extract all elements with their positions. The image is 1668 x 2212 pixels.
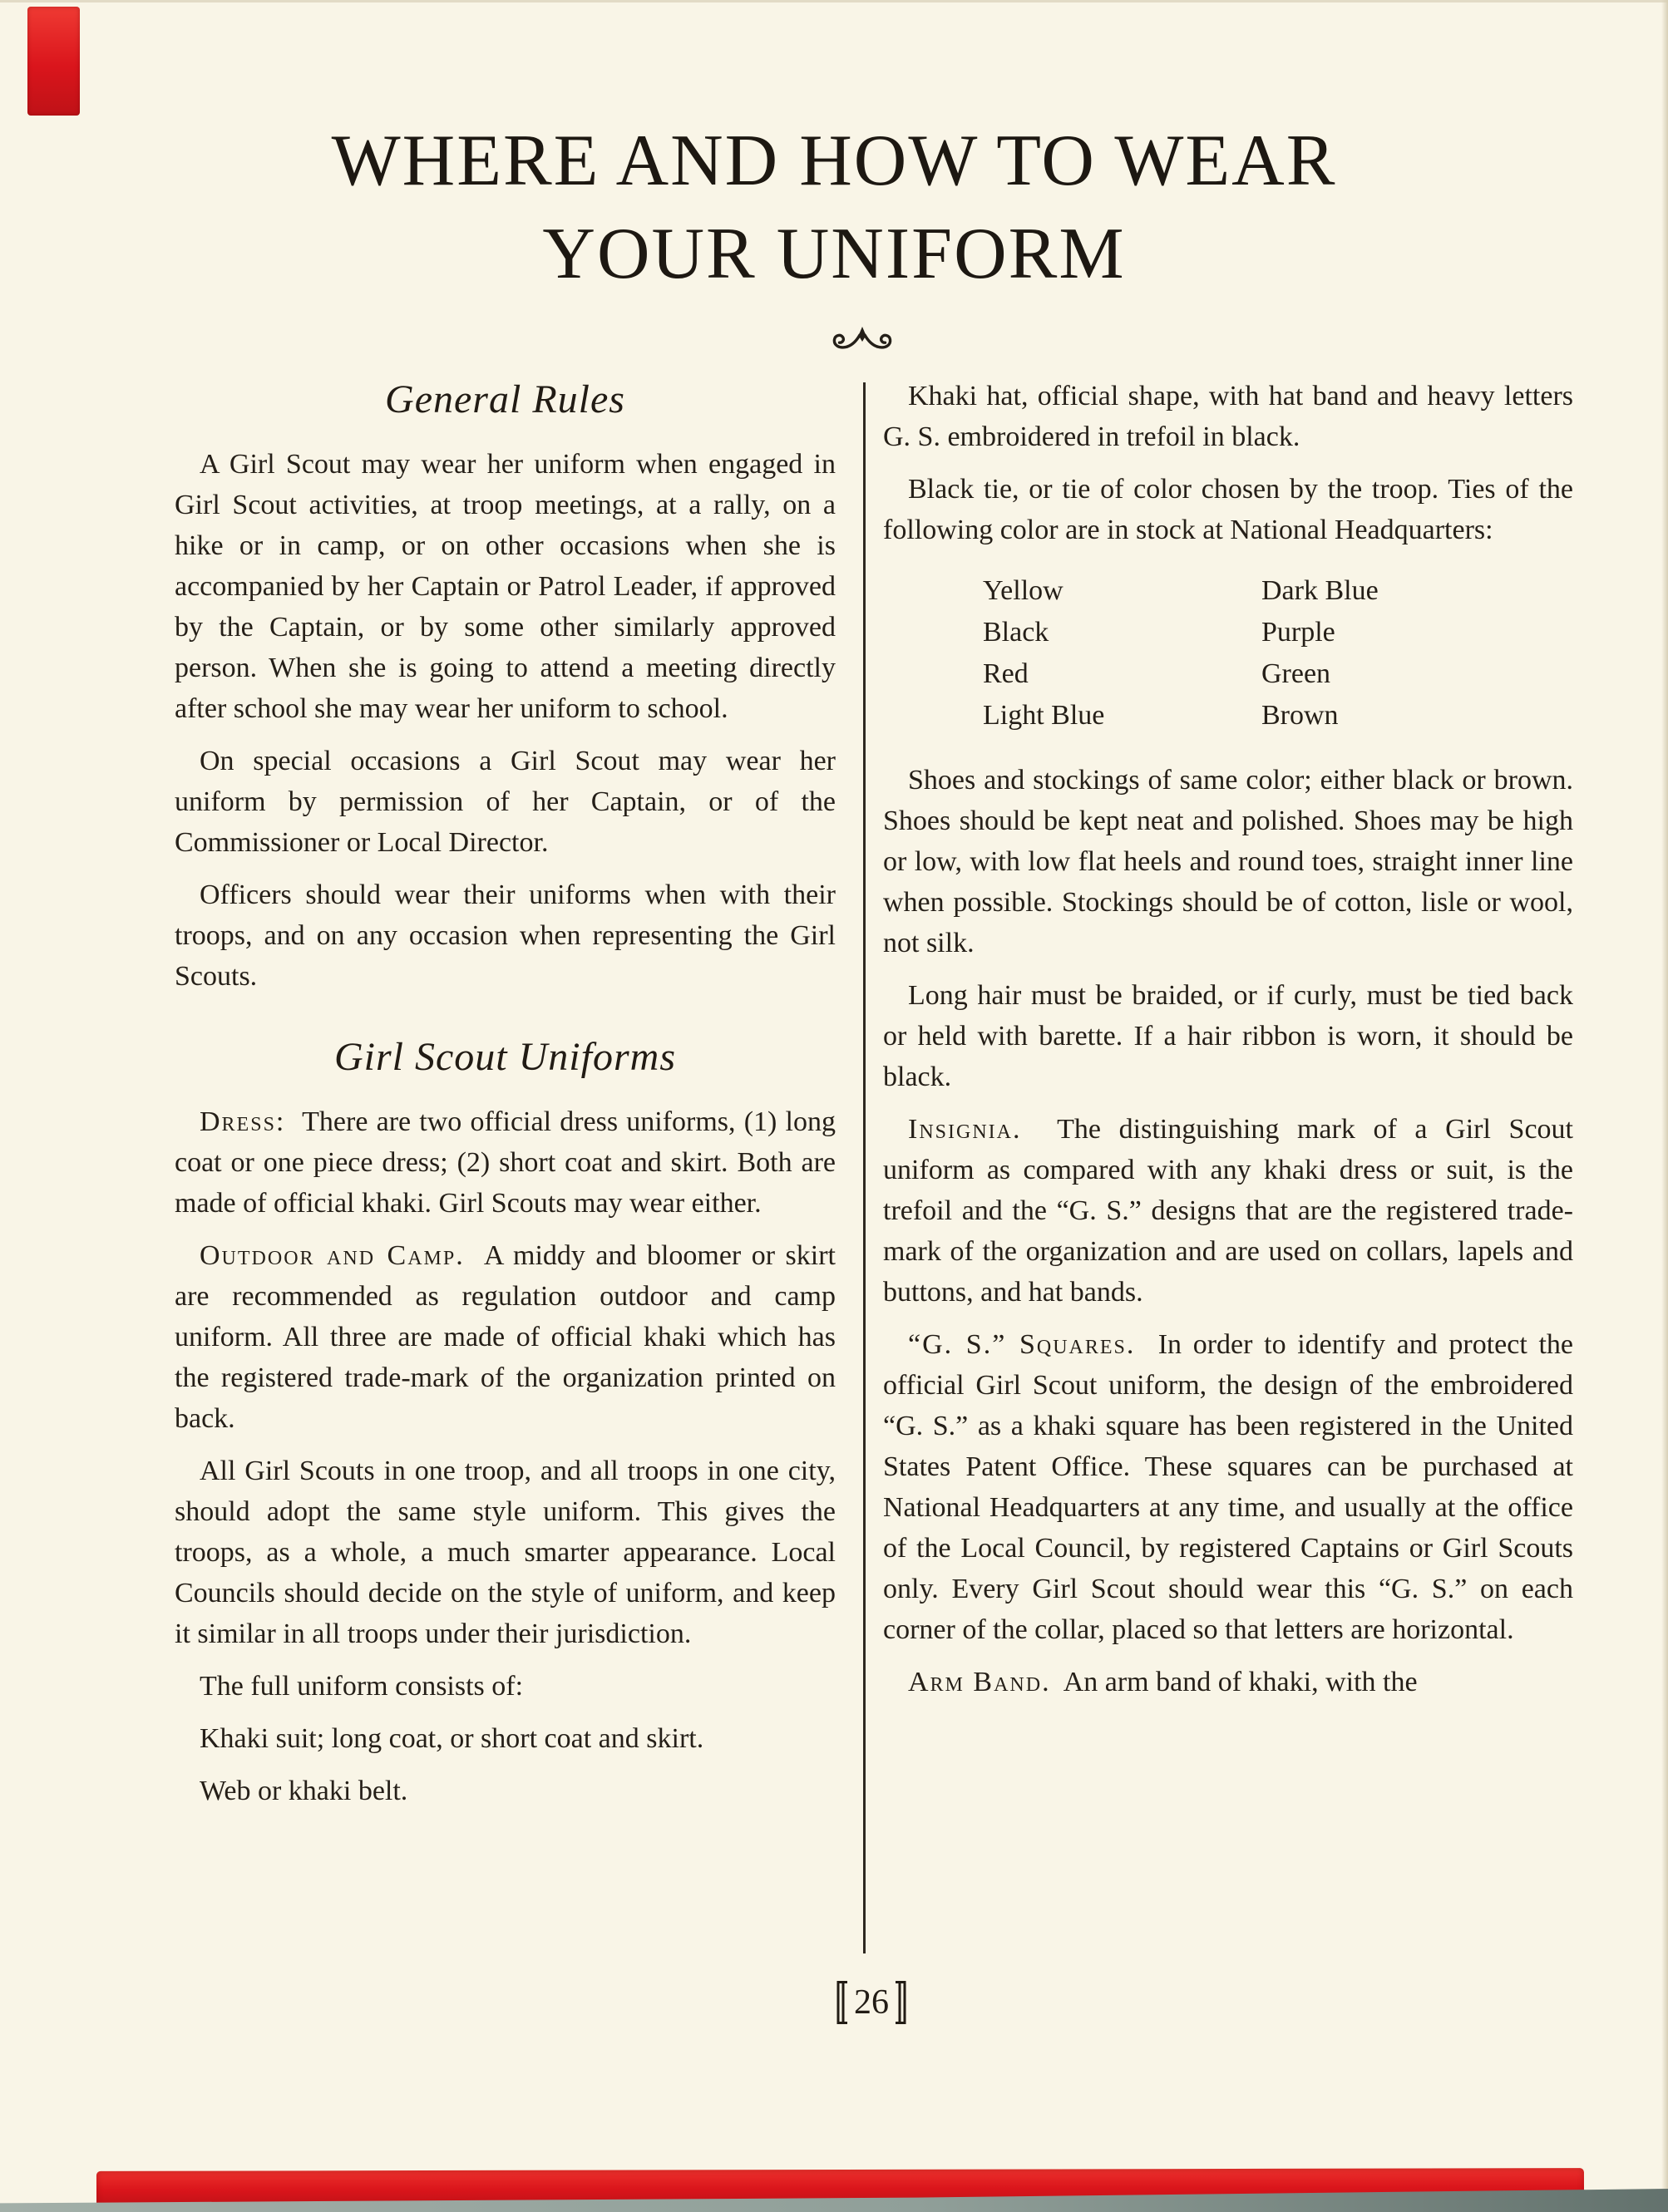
tie-color: Purple xyxy=(1261,617,1335,648)
paragraph-outdoor-and-camp xyxy=(175,1235,836,1439)
paragraph-text: There are two official dress uniforms, (1) long coat or one piece dress; (2) short coat and skirt. Both are made of official khaki. Girl Scouts may wear either. xyxy=(175,1106,836,1219)
paragraph-text: In order to identify and protect the official Girl Scout uniform, the design of the embroidered “G. S.” as a khaki square has been registered in the United States Patent Office. These squares can be purchased at National Headquarters at any time, and usually at the office of the Local Council, by registered Captains or Girl Scouts only. Every Girl Scout should wear this “G. S.” on each corner of the collar, placed so that letters are horizontal. xyxy=(883,1329,1573,1645)
tie-color-list-col2 xyxy=(1261,570,1379,737)
paragraph: Black tie, or tie of color chosen by the troop. Ties of the following color are in stock at National Headquarters: xyxy=(883,474,1573,545)
paragraph-text: A middy and bloomer or skirt are recommended as regulation outdoor and camp uniform. All three are made of official khaki which has the registered trade-mark of the organization printed on back. xyxy=(175,1240,836,1434)
paragraph: Long hair must be braided, or if curly, must be tied back or held with barette. If a hair ribbon is worn, it should be black. xyxy=(883,980,1573,1092)
page-title-line1: WHERE AND HOW TO WEAR xyxy=(331,121,1337,201)
right-column xyxy=(883,376,1573,1714)
paragraph-gs-squares xyxy=(883,1324,1573,1650)
page-right-edge xyxy=(1661,0,1668,2212)
page-number: 26 xyxy=(854,1983,889,2022)
paragraph: Khaki hat, official shape, with hat band and heavy letters G. S. embroidered in trefoil in black. xyxy=(883,381,1573,452)
lead-in-arm-band: Arm Band. xyxy=(908,1667,1051,1697)
tie-color-list xyxy=(983,570,1573,737)
page-top-edge xyxy=(0,0,1668,2)
tie-color: Brown xyxy=(1261,700,1339,731)
tie-color: Dark Blue xyxy=(1261,575,1379,606)
page-title xyxy=(0,115,1668,301)
paragraph-text: An arm band of khaki, with the xyxy=(1063,1667,1418,1697)
uniform-list-item: Web or khaki belt. xyxy=(200,1776,408,1806)
lead-in-insignia: Insignia. xyxy=(908,1114,1022,1145)
tie-color: Light Blue xyxy=(983,700,1105,731)
divider-ornament-icon xyxy=(830,324,895,357)
paragraph-insignia xyxy=(883,1109,1573,1313)
paragraph-dress xyxy=(175,1101,836,1224)
uniform-list-intro: The full uniform consists of: xyxy=(200,1671,524,1702)
folio-bracket-left-icon xyxy=(836,1980,849,2025)
paragraph-text: The distinguishing mark of a Girl Scout uniform as compared with any khaki dress or suit, is the trefoil and the “G. S.” designs that are the registered trade-mark of the organization and are used on collars, lapels and buttons, and hat bands. xyxy=(883,1114,1573,1308)
column-divider-rule xyxy=(863,382,866,1953)
tie-color: Red xyxy=(983,658,1029,689)
paragraph-arm-band xyxy=(883,1662,1573,1702)
paragraph: All Girl Scouts in one troop, and all troops in one city, should adopt the same style uniform. This gives the troops, as a whole, a much smarter appearance. Local Councils should decide on the style of uniform, and keep it similar in all troops under their jurisdiction. xyxy=(175,1456,836,1649)
tie-color: Green xyxy=(1261,658,1331,689)
lead-in-dress: Dress: xyxy=(200,1106,286,1137)
left-column xyxy=(175,376,836,1823)
section-heading-general-rules: General Rules xyxy=(385,377,625,421)
lead-in-gs-squares: “G. S.” Squares. xyxy=(908,1329,1136,1360)
uniform-list-item: Khaki suit; long coat, or short coat and skirt. xyxy=(200,1723,704,1754)
folio-bracket-right-icon xyxy=(894,1980,907,2025)
section-heading-girl-scout-uniforms: Girl Scout Uniforms xyxy=(333,1035,676,1079)
tie-color: Yellow xyxy=(983,575,1063,606)
tie-color-list-col1 xyxy=(983,570,1261,737)
paragraph: On special occasions a Girl Scout may wear her uniform by permission of her Captain, or of the Commissioner or Local Director. xyxy=(175,746,836,858)
paragraph: Officers should wear their uniforms when with their troops, and on any occasion when representing the Girl Scouts. xyxy=(175,879,836,992)
tie-color: Black xyxy=(983,617,1049,648)
page-number-folio xyxy=(836,1980,907,2025)
paragraph: Shoes and stockings of same color; either black or brown. Shoes should be kept neat and polished. Shoes may be high or low, with low flat heels and round toes, straight inner line when possible. Stockings should be of cotton, lisle or wool, not silk. xyxy=(883,765,1573,958)
paragraph: A Girl Scout may wear her uniform when engaged in Girl Scout activities, at troop meetings, at a rally, on a hike or in camp, or on other occasions when she is accompanied by her Captain or Patrol Leader, if approved by the Captain, or by some other similarly approved person. When she is going to attend a meeting directly after school she may wear her uniform to school. xyxy=(175,449,836,724)
scanner-strap-top-left xyxy=(27,7,80,116)
page-title-line2: YOUR UNIFORM xyxy=(542,214,1126,294)
lead-in-outdoor-and-camp: Outdoor and Camp. xyxy=(200,1240,465,1271)
